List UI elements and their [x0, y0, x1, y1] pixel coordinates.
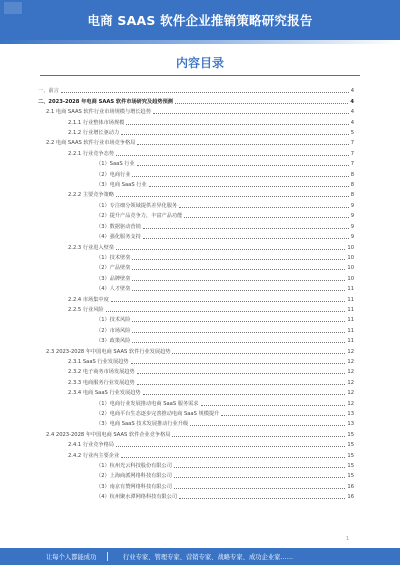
toc-leader-dots	[132, 290, 345, 291]
footer-divider	[107, 552, 108, 561]
toc-entry-page: 13	[347, 421, 354, 428]
toc-entry-page: 10	[347, 244, 354, 251]
toc-entry[interactable]	[38, 479, 354, 489]
toc-entry-label: （2）电商平台生态逐步完善推动电商 SaaS 规模提升	[96, 411, 220, 417]
toc-entry[interactable]	[38, 146, 354, 156]
toc-leader-dots	[190, 425, 345, 426]
toc-entry-page: 9	[350, 213, 354, 220]
toc-leader-dots	[143, 228, 349, 229]
toc-entry[interactable]	[38, 490, 354, 500]
toc-entry-label: （2）提升产品竞争力，丰富产品功能	[96, 213, 183, 220]
toc-entry-page: 16	[347, 483, 354, 490]
toc-entry-page: 10	[347, 254, 354, 261]
toc-entry[interactable]	[38, 126, 354, 136]
toc-entry-page: 12	[347, 358, 354, 365]
toc-leader-dots	[201, 405, 346, 406]
toc-leader-dots	[61, 92, 349, 93]
toc-entry-page: 12	[347, 369, 354, 376]
toc-leader-dots	[184, 217, 348, 218]
toc-leader-dots	[116, 155, 349, 156]
toc-entry[interactable]	[38, 365, 354, 375]
toc-entry[interactable]	[38, 94, 354, 104]
toc-entry-label: （3）数据驱动营销	[96, 223, 141, 230]
toc-leader-dots	[116, 446, 345, 447]
toc-entry-page: 10	[347, 275, 354, 282]
toc-entry[interactable]	[38, 240, 354, 250]
toc-entry-label: 2.1.2 行业增长驱动力	[68, 130, 120, 137]
toc-entry-label: 2.2.2 主要竞争策略	[68, 192, 114, 199]
toc-entry-label: 2.2 电商 SAAS 软件行业市场竞争格局	[46, 140, 136, 147]
footer-experts: 行业专家、管理专家、营销专家、战略专家、成功企业家……	[123, 554, 294, 561]
toc-entry-label: 一、前言	[38, 88, 59, 95]
footer-slogan: 让每个人都能成功	[46, 554, 97, 561]
toc-entry[interactable]	[38, 219, 354, 229]
toc-entry[interactable]	[38, 334, 354, 344]
toc-entry-label: 2.3.4 电商 SaaS 行业发展趋势	[68, 390, 141, 397]
toc-entry[interactable]	[38, 209, 354, 219]
toc-entry[interactable]	[38, 323, 354, 333]
toc-leader-dots	[121, 457, 345, 458]
toc-entry[interactable]	[38, 386, 354, 396]
toc-leader-dots	[137, 373, 346, 374]
toc-entry-label: （3）电商 SaaS 技术发展推动行业升级	[96, 421, 189, 428]
toc-entry[interactable]	[38, 407, 354, 417]
toc-leader-dots	[149, 186, 349, 187]
toc-divider	[40, 75, 360, 76]
toc-entry[interactable]	[38, 178, 354, 188]
toc-entry[interactable]	[38, 105, 354, 115]
toc-entry[interactable]	[38, 157, 354, 167]
toc-entry-page: 4	[350, 98, 354, 105]
toc-entry[interactable]	[38, 469, 354, 479]
toc-entry[interactable]	[38, 198, 354, 208]
toc-leader-dots	[132, 176, 348, 177]
toc-entry-label: 2.1 电商 SAAS 软件行业市场规模与增长趋势	[46, 109, 151, 116]
toc-entry[interactable]	[38, 438, 354, 448]
toc-entry-page: 11	[347, 338, 354, 345]
toc-entry-label: （1）电商行业发展推动电商 SaaS 服务需求	[96, 400, 199, 407]
toc-entry-page: 5	[350, 130, 354, 137]
toc-leader-dots	[137, 165, 349, 166]
toc-leader-dots	[121, 134, 349, 135]
toc-entry-label: （4）强化服务支持	[96, 234, 141, 241]
toc-entry-label: （1）SaaS 行业	[96, 161, 135, 168]
toc-entry[interactable]	[38, 313, 354, 323]
toc-entry-label: 2.4.1 行业竞争格局	[68, 442, 114, 449]
toc-entry[interactable]	[38, 261, 354, 271]
toc-entry-page: 15	[347, 452, 354, 459]
toc-entry-page: 4	[350, 119, 354, 126]
toc-entry-page: 7	[350, 150, 354, 157]
toc-leader-dots	[137, 144, 348, 145]
toc-entry-page: 11	[347, 286, 354, 293]
toc-leader-dots	[172, 436, 345, 437]
toc-entry-label: （1）杭州光云科技股份有限公司	[96, 463, 172, 470]
toc-entry-page: 15	[347, 463, 354, 470]
toc-entry-label: 2.3.2 电子商务市场发展趋势	[68, 369, 135, 376]
toc-entry-label: 2.2.4 市场集中度	[68, 296, 109, 303]
toc-entry-page: 15	[347, 473, 354, 480]
toc-entry-label: （2）市场风险	[96, 327, 131, 334]
toc-leader-dots	[179, 207, 349, 208]
toc-heading: 内容目录	[175, 56, 224, 70]
toc-entry-page: 8	[350, 182, 354, 189]
toc-leader-dots	[106, 311, 346, 312]
toc-leader-dots	[175, 103, 348, 104]
toc-entry-page: 12	[347, 348, 354, 355]
toc-entry-label: （2）电商行业	[96, 171, 131, 178]
toc-entry-page: 9	[350, 234, 354, 241]
toc-entry-label: 2.3.1 SaaS 行业发展趋势	[68, 358, 129, 365]
toc-leader-dots	[143, 238, 349, 239]
toc-entry-page: 15	[347, 431, 354, 438]
toc-entry-label: （4）人才壁垒	[96, 286, 131, 293]
toc-entry-label: （1）技术壁垒	[96, 254, 131, 261]
table-of-contents	[38, 84, 354, 500]
toc-entry-label: 2.3.3 电商服务行业发展趋势	[68, 379, 135, 386]
toc-leader-dots	[132, 342, 345, 343]
toc-leader-dots	[111, 301, 346, 302]
toc-entry-page: 15	[347, 442, 354, 449]
toc-entry[interactable]	[38, 448, 354, 458]
toc-entry-label: 2.3 2023-2028 年中国电商 SAAS 软件行业发展趋势	[46, 348, 171, 355]
toc-leader-dots	[137, 384, 346, 385]
toc-leader-dots	[174, 488, 345, 489]
toc-entry-page: 11	[347, 317, 354, 324]
toc-entry[interactable]	[38, 355, 354, 365]
toc-entry-page: 8	[350, 171, 354, 178]
toc-entry-page: 12	[347, 400, 354, 407]
toc-entry-label: （4）杭州聚水潭网络科技有限公司	[96, 494, 178, 501]
toc-entry-page: 11	[347, 327, 354, 334]
page-number: 1	[346, 536, 350, 542]
toc-leader-dots	[116, 249, 345, 250]
toc-entry-label: （3）政策风险	[96, 338, 131, 345]
toc-entry[interactable]	[38, 417, 354, 427]
toc-leader-dots	[116, 196, 349, 197]
toc-entry-label: （3）品牌壁垒	[96, 275, 131, 282]
toc-entry[interactable]	[38, 271, 354, 281]
toc-entry-label: （3）电商 SaaS 行业	[96, 182, 147, 189]
toc-entry-page: 7	[350, 161, 354, 168]
toc-entry[interactable]	[38, 427, 354, 437]
toc-leader-dots	[172, 353, 345, 354]
toc-entry[interactable]	[38, 375, 354, 385]
toc-entry-label: 2.2.3 行业进入壁垒	[68, 244, 114, 251]
toc-entry-label: （2）上海商派网络科技有限公司	[96, 473, 172, 480]
toc-entry-label: 2.4.2 行业内主要企业	[68, 452, 120, 459]
toc-entry[interactable]	[38, 84, 354, 94]
toc-entry[interactable]	[38, 167, 354, 177]
toc-entry-label: 2.1.1 行业整体市场规模	[68, 119, 125, 126]
report-title: 电商 SAAS 软件企业推销策略研究报告	[87, 13, 313, 28]
toc-entry[interactable]	[38, 459, 354, 469]
toc-entry[interactable]	[38, 292, 354, 302]
toc-entry[interactable]	[38, 303, 354, 313]
toc-entry[interactable]	[38, 115, 354, 125]
toc-entry-page: 12	[347, 390, 354, 397]
toc-entry-label: （1）技术风险	[96, 317, 131, 324]
toc-entry-page: 9	[350, 202, 354, 209]
page-footer	[0, 548, 400, 565]
toc-leader-dots	[132, 280, 345, 281]
toc-entry-page: 12	[347, 379, 354, 386]
toc-entry[interactable]	[38, 188, 354, 198]
toc-leader-dots	[143, 394, 346, 395]
toc-leader-dots	[132, 269, 345, 270]
toc-entry-page: 11	[347, 306, 354, 313]
toc-leader-dots	[174, 477, 345, 478]
toc-leader-dots	[132, 332, 345, 333]
toc-entry[interactable]	[38, 230, 354, 240]
toc-entry[interactable]	[38, 136, 354, 146]
logo-icon	[4, 2, 22, 14]
header-accent-bar	[0, 40, 400, 44]
toc-entry-label: 2.2.1 行业竞争态势	[68, 150, 114, 157]
toc-entry[interactable]	[38, 282, 354, 292]
toc-leader-dots	[131, 363, 346, 364]
toc-entry-label: （2）产品壁垒	[96, 265, 131, 272]
toc-entry-label: （3）南京有赞网络科技有限公司	[96, 483, 172, 490]
toc-entry-page: 4	[350, 88, 354, 95]
toc-entry-label: 2.2.5 行业风险	[68, 306, 104, 313]
toc-entry-page: 8	[350, 192, 354, 199]
toc-entry-page: 16	[347, 494, 354, 501]
toc-entry[interactable]	[38, 344, 354, 354]
toc-entry-page: 9	[350, 223, 354, 230]
toc-entry[interactable]	[38, 396, 354, 406]
page-header	[0, 0, 400, 40]
toc-entry-label: 2.4 2023-2028 年中国电商 SAAS 软件企业竞争格局	[46, 431, 171, 438]
toc-entry-page: 11	[347, 296, 354, 303]
toc-entry-label: 二、2023-2028 年电商 SAAS 软件市场研究及趋势预测	[38, 98, 173, 105]
toc-entry-page: 10	[347, 265, 354, 272]
toc-leader-dots	[174, 467, 345, 468]
toc-entry-label: （1）专注细分领域提供差异化服务	[96, 202, 178, 209]
toc-leader-dots	[153, 113, 349, 114]
toc-leader-dots	[179, 498, 345, 499]
toc-leader-dots	[221, 415, 345, 416]
toc-leader-dots	[126, 124, 348, 125]
toc-leader-dots	[132, 259, 345, 260]
toc-entry-page: 13	[347, 411, 354, 417]
toc-entry-page: 4	[350, 109, 354, 116]
toc-leader-dots	[132, 321, 345, 322]
toc-entry[interactable]	[38, 251, 354, 261]
toc-entry-page: 7	[350, 140, 354, 147]
